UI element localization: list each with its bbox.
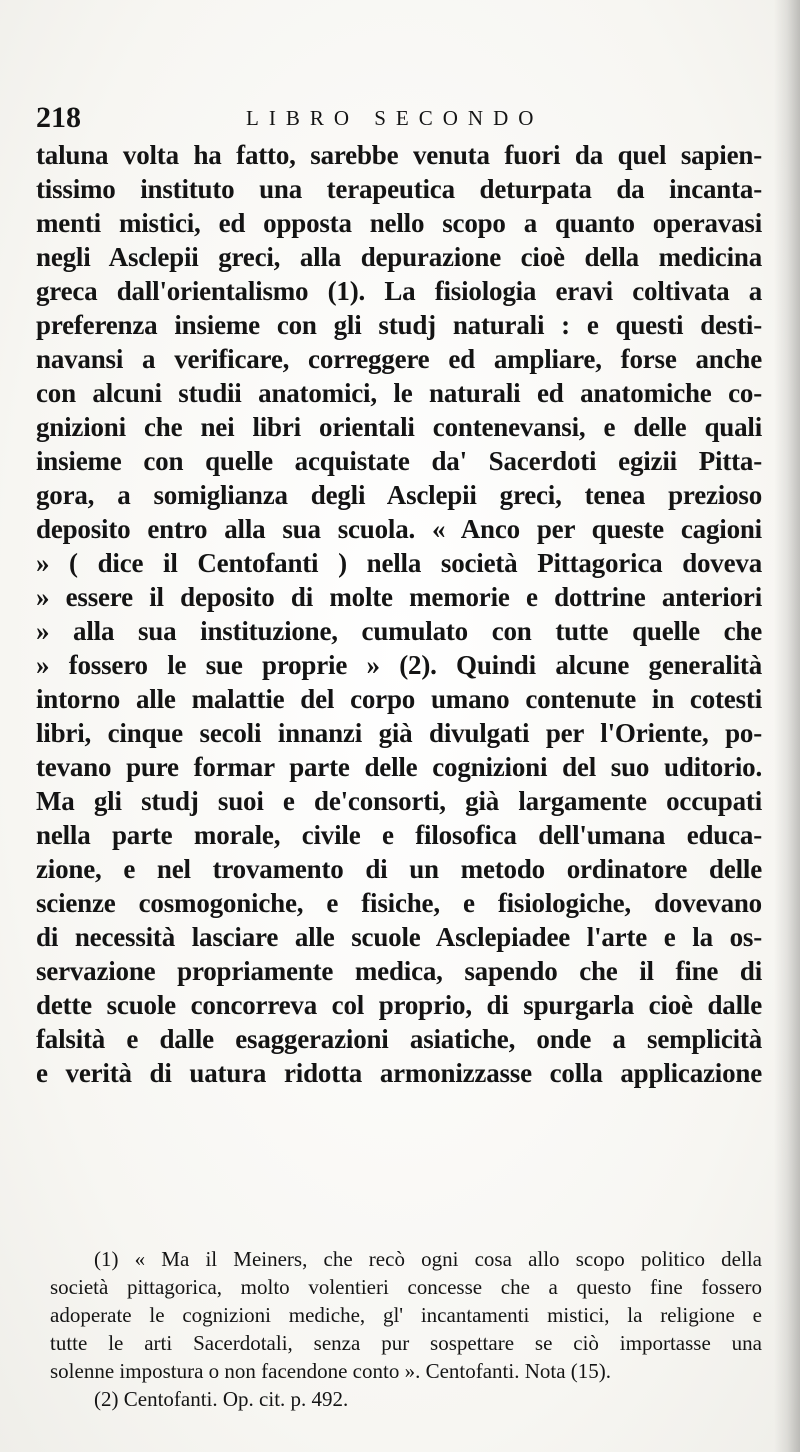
text-line: tissimo instituto una terapeutica deturpata da incanta-: [36, 174, 762, 204]
text-line: con alcuni studii anatomici, le naturali ed anatomiche co-: [36, 378, 762, 408]
footnote-1-line: adoperate le cognizioni mediche, gl' incantamenti mistici, la religione e: [50, 1303, 762, 1327]
text-line: falsità e dalle esaggerazioni asiatiche, onde a semplicità: [36, 1024, 762, 1054]
main-text: [36, 138, 762, 1090]
text-line: negli Asclepii greci, alla depurazione cioè della medicina: [36, 242, 762, 272]
text-line: Ma gli studj suoi e de'consorti, già largamente occupati: [36, 786, 762, 816]
text-line: insieme con quelle acquistate da' Sacerdoti egizii Pitta-: [36, 446, 762, 476]
footnote-2: (2) Centofanti. Op. cit. p. 492.: [94, 1387, 349, 1411]
text-line: deposito entro alla sua scuola. « Anco per queste cagioni: [36, 514, 762, 544]
footnotes: [50, 1245, 762, 1413]
text-line: intorno alle malattie del corpo umano contenute in cotesti: [36, 684, 762, 714]
text-line: navansi a verificare, correggere ed ampliare, forse anche: [36, 344, 762, 374]
text-line: preferenza insieme con gli studj naturali : e questi desti-: [36, 310, 762, 340]
text-line: scienze cosmogoniche, e fisiche, e fisiologiche, dovevano: [36, 888, 762, 918]
text-line: tevano pure formar parte delle cognizioni del suo uditorio.: [36, 752, 762, 782]
text-line: menti mistici, ed opposta nello scopo a quanto operavasi: [36, 208, 762, 238]
footnote-1-line: (1) « Ma il Meiners, che recò ogni cosa allo scopo politico della: [94, 1247, 762, 1271]
text-line: taluna volta ha fatto, sarebbe venuta fuori da quel sapien-: [36, 140, 762, 170]
running-head: LIBRO SECONDO: [246, 106, 544, 130]
text-line: di necessità lasciare alle scuole Asclepiadee l'arte e la os-: [36, 922, 762, 952]
text-line: nella parte morale, civile e filosofica dell'umana educa-: [36, 820, 762, 850]
text-line: servazione propriamente medica, sapendo che il fine di: [36, 956, 762, 986]
text-line: greca dall'orientalismo (1). La fisiologia eravi coltivata a: [36, 276, 762, 306]
text-line: gora, a somiglianza degli Asclepii greci, tenea prezioso: [36, 480, 762, 510]
page-header: [36, 98, 762, 138]
text-line: zione, e nel trovamento di un metodo ordinatore delle: [36, 854, 762, 884]
footnote-1-line: solenne impostura o non facendone conto ». Centofanti. Nota (15).: [50, 1359, 612, 1383]
footnote-1-line: tutte le arti Sacerdotali, senza pur sospettare se ciò importasse una: [50, 1331, 762, 1355]
text-line: dette scuole concorreva col proprio, di spurgarla cioè dalle: [36, 990, 762, 1020]
page-number: 218: [36, 101, 81, 134]
footnote-1-line: società pittagorica, molto volentieri concesse che a questo fine fossero: [50, 1275, 762, 1299]
text-line: » fossero le sue proprie » (2). Quindi alcune generalità: [36, 650, 762, 680]
text-line: gnizioni che nei libri orientali contenevansi, e delle quali: [36, 412, 762, 442]
text-line: e verità di uatura ridotta armonizzasse colla applicazione: [36, 1058, 762, 1088]
text-line: libri, cinque secoli innanzi già divulgati per l'Oriente, po-: [36, 718, 762, 748]
text-line: » alla sua instituzione, cumulato con tutte quelle che: [36, 616, 762, 646]
spine-shadow: [774, 0, 800, 1452]
text-line: » essere il deposito di molte memorie e dottrine anteriori: [36, 582, 762, 612]
text-line: » ( dice il Centofanti ) nella società Pittagorica doveva: [36, 548, 762, 578]
